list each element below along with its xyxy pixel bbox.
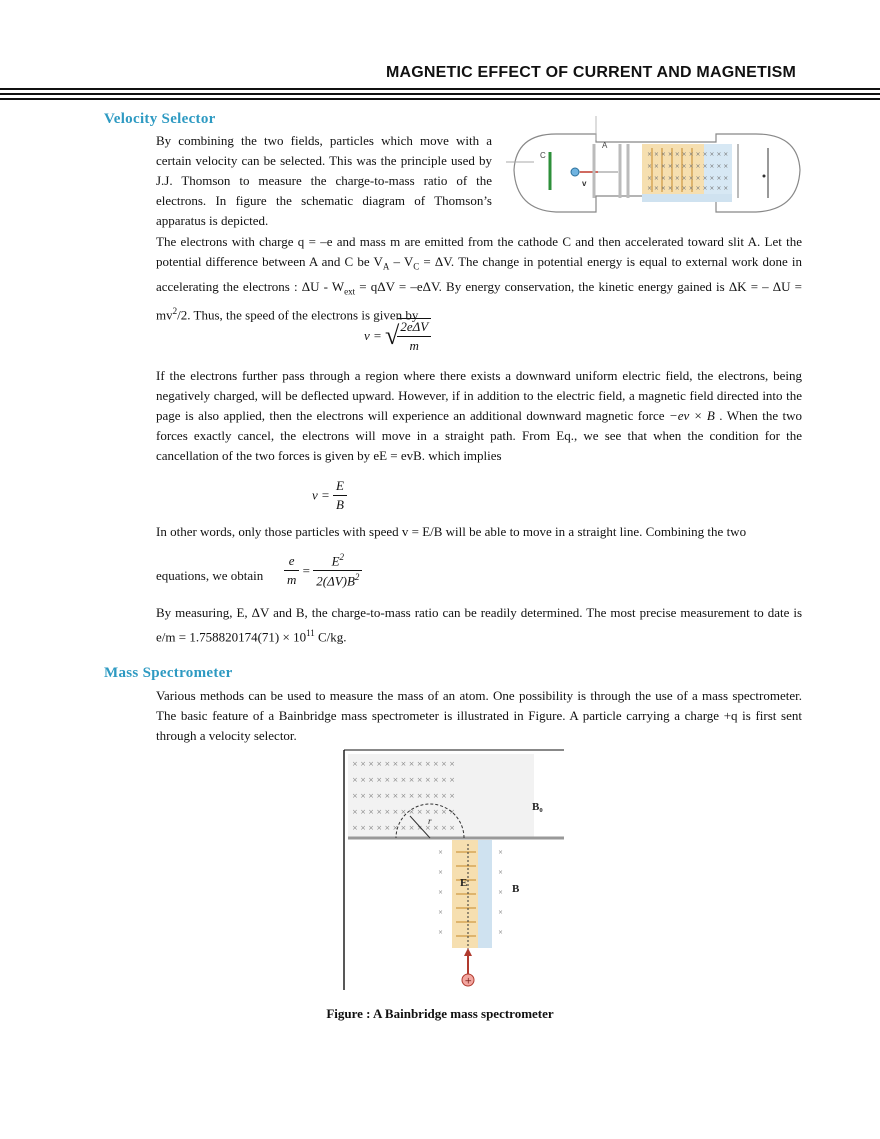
equation-speed: v = √ $\frac{\text{2eΔV}}{m}$ (364, 318, 431, 354)
eq2-numerator: E (333, 478, 347, 496)
paragraph-mass-spectrometer: Various methods can be used to measure the mass of an atom. One possibility is through the use of a mass spectrometer. The basic feature of a Bainbridge mass spectrometer is illustrated in Figure. A particle carrying a charge +q is first sent through a velocity selector. (156, 688, 802, 743)
svg-text:× × × × × × × × × ×: × × × × × × × × × × × × (647, 175, 729, 182)
section-title-mass-spectrometer: Mass Spectrometer (104, 665, 233, 681)
eq1-numerator: 2eΔV (397, 319, 431, 337)
svg-text:×: × (498, 909, 504, 916)
svg-text:× × × × × × × × × ×: × × × × × × × × × × × × (647, 163, 729, 170)
bainbridge-label-e: E (460, 877, 468, 889)
svg-text:× × × × × × × × × ×: × × × × × × × × × × × × (647, 185, 729, 192)
paragraph-measurement: By measuring, E, ΔV and B, the charge-to-mass ratio can be readily determined. The most precise measurement to date is $e/m = 1.758820174(71) \times 10^{11}$ C/kg. (156, 605, 802, 645)
bainbridge-figure (340, 748, 566, 992)
paragraph-we-obtain: equations, we obtain (156, 568, 264, 583)
bainbridge-label-plus: + (464, 976, 473, 987)
paragraph-acceleration: The electrons with charge q = –e and mass m are emitted from the cathode C and then accelerated toward slit A. Let the potential difference between A and C be $V_A - V_C = \Delta V$. The change in potential energy is equal to external work done in accelerating the electrons : $\Delta U - W_{ext} = q\Delta V = -e\Delta V$. By energy conservation, the kinetic energy gained is ΔK = – $\Delta U = mv^2/2$. Thus, the speed of the electrons is given by (156, 234, 803, 323)
force-expression: −ev × B (668, 408, 715, 423)
svg-text:× × × × × × × ×: × × × × × × × × × × × × × (352, 776, 455, 784)
svg-text:×: × (438, 849, 444, 856)
header-rule (0, 93, 880, 95)
svg-text:×: × (498, 929, 504, 936)
svg-text:×: × (438, 929, 444, 936)
paragraph-deflection: If the electrons further pass through a region where there exists a downward uniform electric field, the electrons, being negatively charged, will be deflected upward. However, if in addition to the electric field, a magnetic field directed into the page is also applied, then the electrons will experience an additional downward magnetic force −ev × B . When the two forces exactly cancel, the electrons will move in a straight path. From Eq., we see that when the condition for the cancellation of the two forces is given by eE = evB. which implies (156, 368, 803, 463)
equation-v-equals-e-over-b: v = $\frac{E}{B}$ (312, 478, 347, 513)
svg-text:×: × (438, 869, 444, 876)
paragraph-intro: By combining the two fields, particles which move with a certain velocity can be selected. This was the principle used by J.J. Thomson to measure the charge-to-mass ratio of the electrons. In figure the schematic diagram of Thomson’s apparatus is depicted. (156, 133, 492, 228)
bainbridge-label-b: B (512, 883, 520, 895)
svg-text:×: × (498, 849, 504, 856)
header-rule (0, 98, 880, 100)
svg-text:× × × × × × × ×: × × × × × × × × × × × × × (352, 808, 455, 816)
svg-text:× × × × × × × × × ×: × × × × × × × × × × × × (647, 151, 729, 158)
svg-text:×: × (438, 909, 444, 916)
thomson-label-c: C (540, 151, 546, 160)
svg-text:×: × (498, 869, 504, 876)
eq2-denominator: B (336, 497, 344, 512)
section-title-velocity-selector: Velocity Selector (104, 111, 216, 127)
figure-caption: Figure : A Bainbridge mass spectrometer (326, 1006, 554, 1021)
svg-text:× × × × × × × ×: × × × × × × × × × × × × × (352, 824, 455, 832)
svg-text:× × × × × × × ×: × × × × × × × × × × × × × (352, 792, 455, 800)
thomson-label-a: A (602, 141, 608, 150)
svg-text:× × × × × × × ×: × × × × × × × × × × × × × (352, 760, 455, 768)
thomson-apparatus-figure (506, 110, 806, 224)
eq1-denominator: m (409, 338, 419, 353)
svg-text:×: × (438, 889, 444, 896)
paragraph-straight-line: In other words, only those particles with speed v = E/B will be able to move in a straight line. Combining the two (156, 524, 747, 539)
header-rule (0, 88, 880, 90)
equation-charge-to-mass: $\frac{e}{m}$ = $\frac{E^2}{2(\Delta V)B^2}$ (284, 552, 362, 590)
bainbridge-label-b0: B₀ (532, 801, 543, 813)
header-title: MAGNETIC EFFECT OF CURRENT AND MAGNETISM (385, 64, 796, 81)
thomson-label-v: v (582, 179, 587, 188)
bainbridge-label-r: r (428, 816, 432, 826)
svg-text:×: × (498, 889, 504, 896)
